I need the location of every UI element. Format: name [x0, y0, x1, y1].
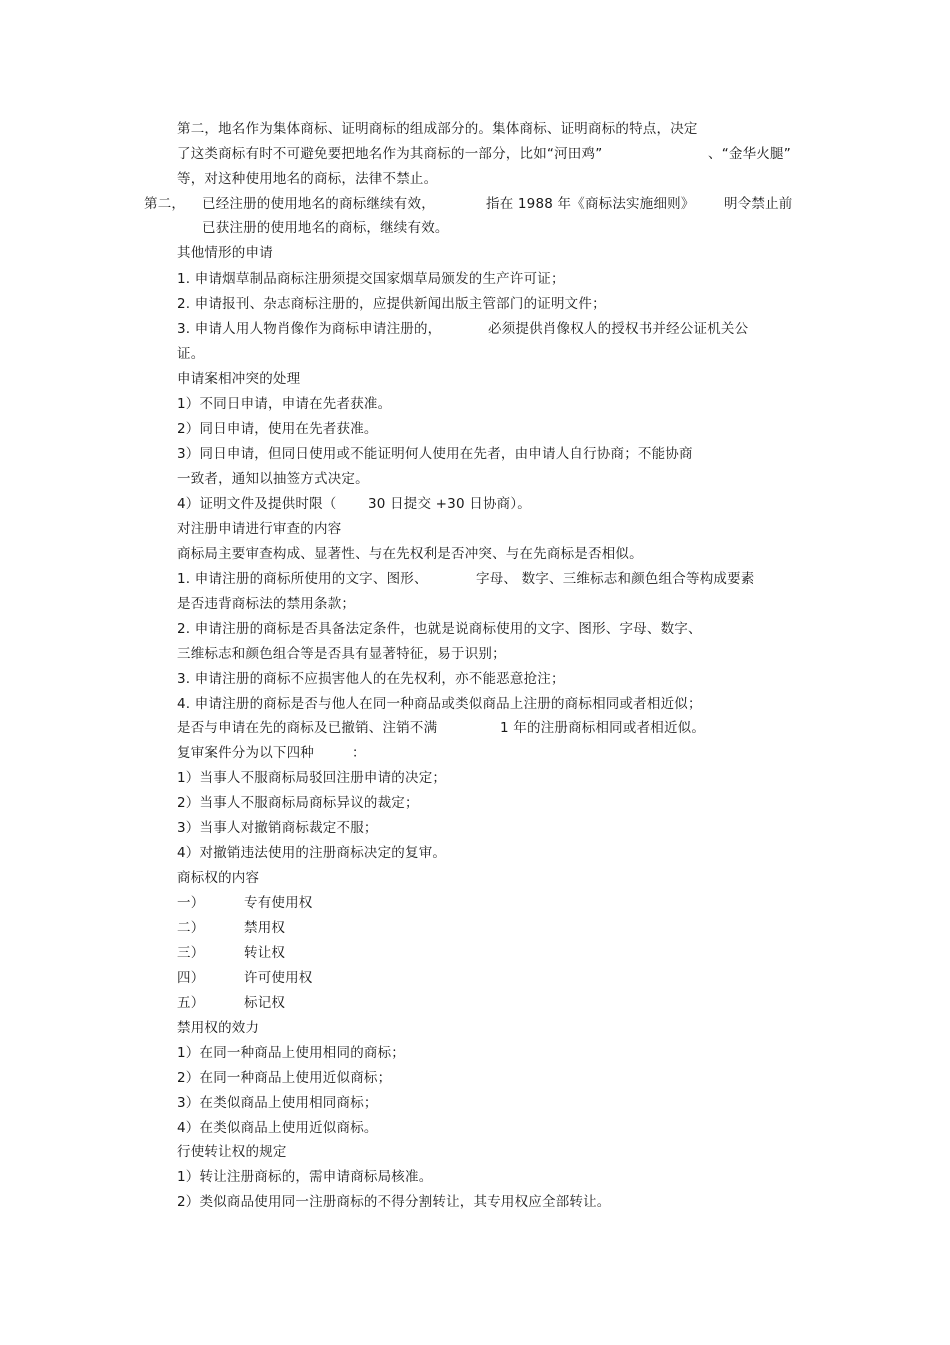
prohibit-item-1: 1）在同一种商品上使用相同的商标；	[177, 1045, 405, 1061]
intro-line-2a: 了这类商标有时不可避免要把地名作为其商标的一部分，比如“河田鸡”	[177, 146, 603, 162]
rights-item-3-num: 三）	[177, 945, 205, 961]
rights-item-2-label: 禁用权	[244, 920, 286, 936]
transfer-heading: 行使转让权的规定	[177, 1144, 287, 1160]
conflict-item-3b: 一致者，通知以抽签方式决定。	[177, 471, 369, 487]
prohibit-item-2: 2）在同一种商品上使用近似商标；	[177, 1070, 392, 1086]
reexam-item-3: 3）当事人对撤销商标裁定不服；	[177, 820, 378, 836]
intro-line-3: 等，对这种使用地名的商标，法律不禁止。	[177, 171, 438, 187]
review-item-4a: 4. 申请注册的商标是否与他人在同一种商品或类似商品上注册的商标相同或者相近似；	[177, 696, 702, 712]
intro-line-1: 第二，地名作为集体商标、证明商标的组成部分的。集体商标、证明商标的特点，决定	[177, 121, 698, 137]
review-item-1c: 是否违背商标法的禁用条款；	[177, 596, 356, 612]
reexam-item-1: 1）当事人不服商标局驳回注册申请的决定；	[177, 770, 447, 786]
second-text-b: 指在 1988 年《商标法实施细则》	[486, 196, 695, 212]
rights-item-3-label: 转让权	[244, 945, 286, 961]
transfer-item-2: 2）类似商品使用同一注册商标的不得分割转让，其专用权应全部转让。	[177, 1194, 611, 1210]
reexam-heading: 复审案件分为以下四种	[177, 745, 314, 761]
rights-item-5-label: 标记权	[244, 995, 286, 1011]
rights-item-4-label: 许可使用权	[244, 970, 313, 986]
rights-heading: 商标权的内容	[177, 870, 260, 886]
review-item-1a: 1. 申请注册的商标所使用的文字、图形、	[177, 571, 428, 587]
reexam-colon: ：	[352, 745, 366, 761]
second-text-c: 明令禁止前	[724, 196, 793, 212]
rights-item-2-num: 二）	[177, 920, 205, 936]
review-item-2a: 2. 申请注册的商标是否具备法定条件，也就是说商标使用的文字、图形、字母、数字、	[177, 621, 702, 637]
other-cases-item-3c: 证。	[177, 346, 205, 362]
transfer-item-1: 1）转让注册商标的，需申请商标局核准。	[177, 1169, 433, 1185]
second-label: 第二，	[144, 196, 186, 212]
other-cases-item-2: 2. 申请报刊、杂志商标注册的，应提供新闻出版主管部门的证明文件；	[177, 296, 606, 312]
second-line-2: 已获注册的使用地名的商标，继续有效。	[202, 220, 449, 236]
review-item-3: 3. 申请注册的商标不应损害他人的在先权利，亦不能恶意抢注；	[177, 671, 565, 687]
review-item-1b: 字母、 数字、三维标志和颜色组合等构成要素	[476, 571, 755, 587]
intro-line-2b: 、“金华火腿”	[708, 146, 791, 162]
rights-item-1-num: 一）	[177, 895, 205, 911]
other-cases-item-3a: 3. 申请人用人物肖像作为商标申请注册的，	[177, 321, 442, 337]
review-item-4c: 1 年的注册商标相同或者相近似。	[500, 720, 706, 736]
conflict-item-4b: 30 日提交 +30 日协商）。	[368, 496, 531, 512]
conflict-item-1: 1）不同日申请，申请在先者获准。	[177, 396, 392, 412]
conflict-heading: 申请案相冲突的处理	[177, 371, 301, 387]
conflict-item-3a: 3）同日申请，但同日使用或不能证明何人使用在先者，由申请人自行协商；不能协商	[177, 446, 693, 462]
review-item-2b: 三维标志和颜色组合等是否具有显著特征，易于识别；	[177, 646, 506, 662]
conflict-item-2: 2）同日申请，使用在先者获准。	[177, 421, 378, 437]
reexam-item-4: 4）对撤销违法使用的注册商标决定的复审。	[177, 845, 447, 861]
review-heading: 对注册申请进行审查的内容	[177, 521, 342, 537]
prohibit-heading: 禁用权的效力	[177, 1020, 260, 1036]
rights-item-4-num: 四）	[177, 970, 205, 986]
other-cases-item-1: 1. 申请烟草制品商标注册须提交国家烟草局颁发的生产许可证；	[177, 271, 565, 287]
prohibit-item-4: 4）在类似商品上使用近似商标。	[177, 1120, 378, 1136]
reexam-item-2: 2）当事人不服商标局商标异议的裁定；	[177, 795, 419, 811]
other-cases-item-3b: 必须提供肖像权人的授权书并经公证机关公	[488, 321, 749, 337]
prohibit-item-3: 3）在类似商品上使用相同商标；	[177, 1095, 378, 1111]
other-cases-heading: 其他情形的申请	[177, 245, 273, 261]
second-text-a: 已经注册的使用地名的商标继续有效，	[202, 196, 435, 212]
review-item-4b: 是否与申请在先的商标及已撤销、注销不满	[177, 720, 438, 736]
review-summary: 商标局主要审查构成、显著性、与在先权利是否冲突、与在先商标是否相似。	[177, 546, 643, 562]
rights-item-1-label: 专有使用权	[244, 895, 313, 911]
rights-item-5-num: 五）	[177, 995, 205, 1011]
conflict-item-4a: 4）证明文件及提供时限（	[177, 496, 337, 512]
